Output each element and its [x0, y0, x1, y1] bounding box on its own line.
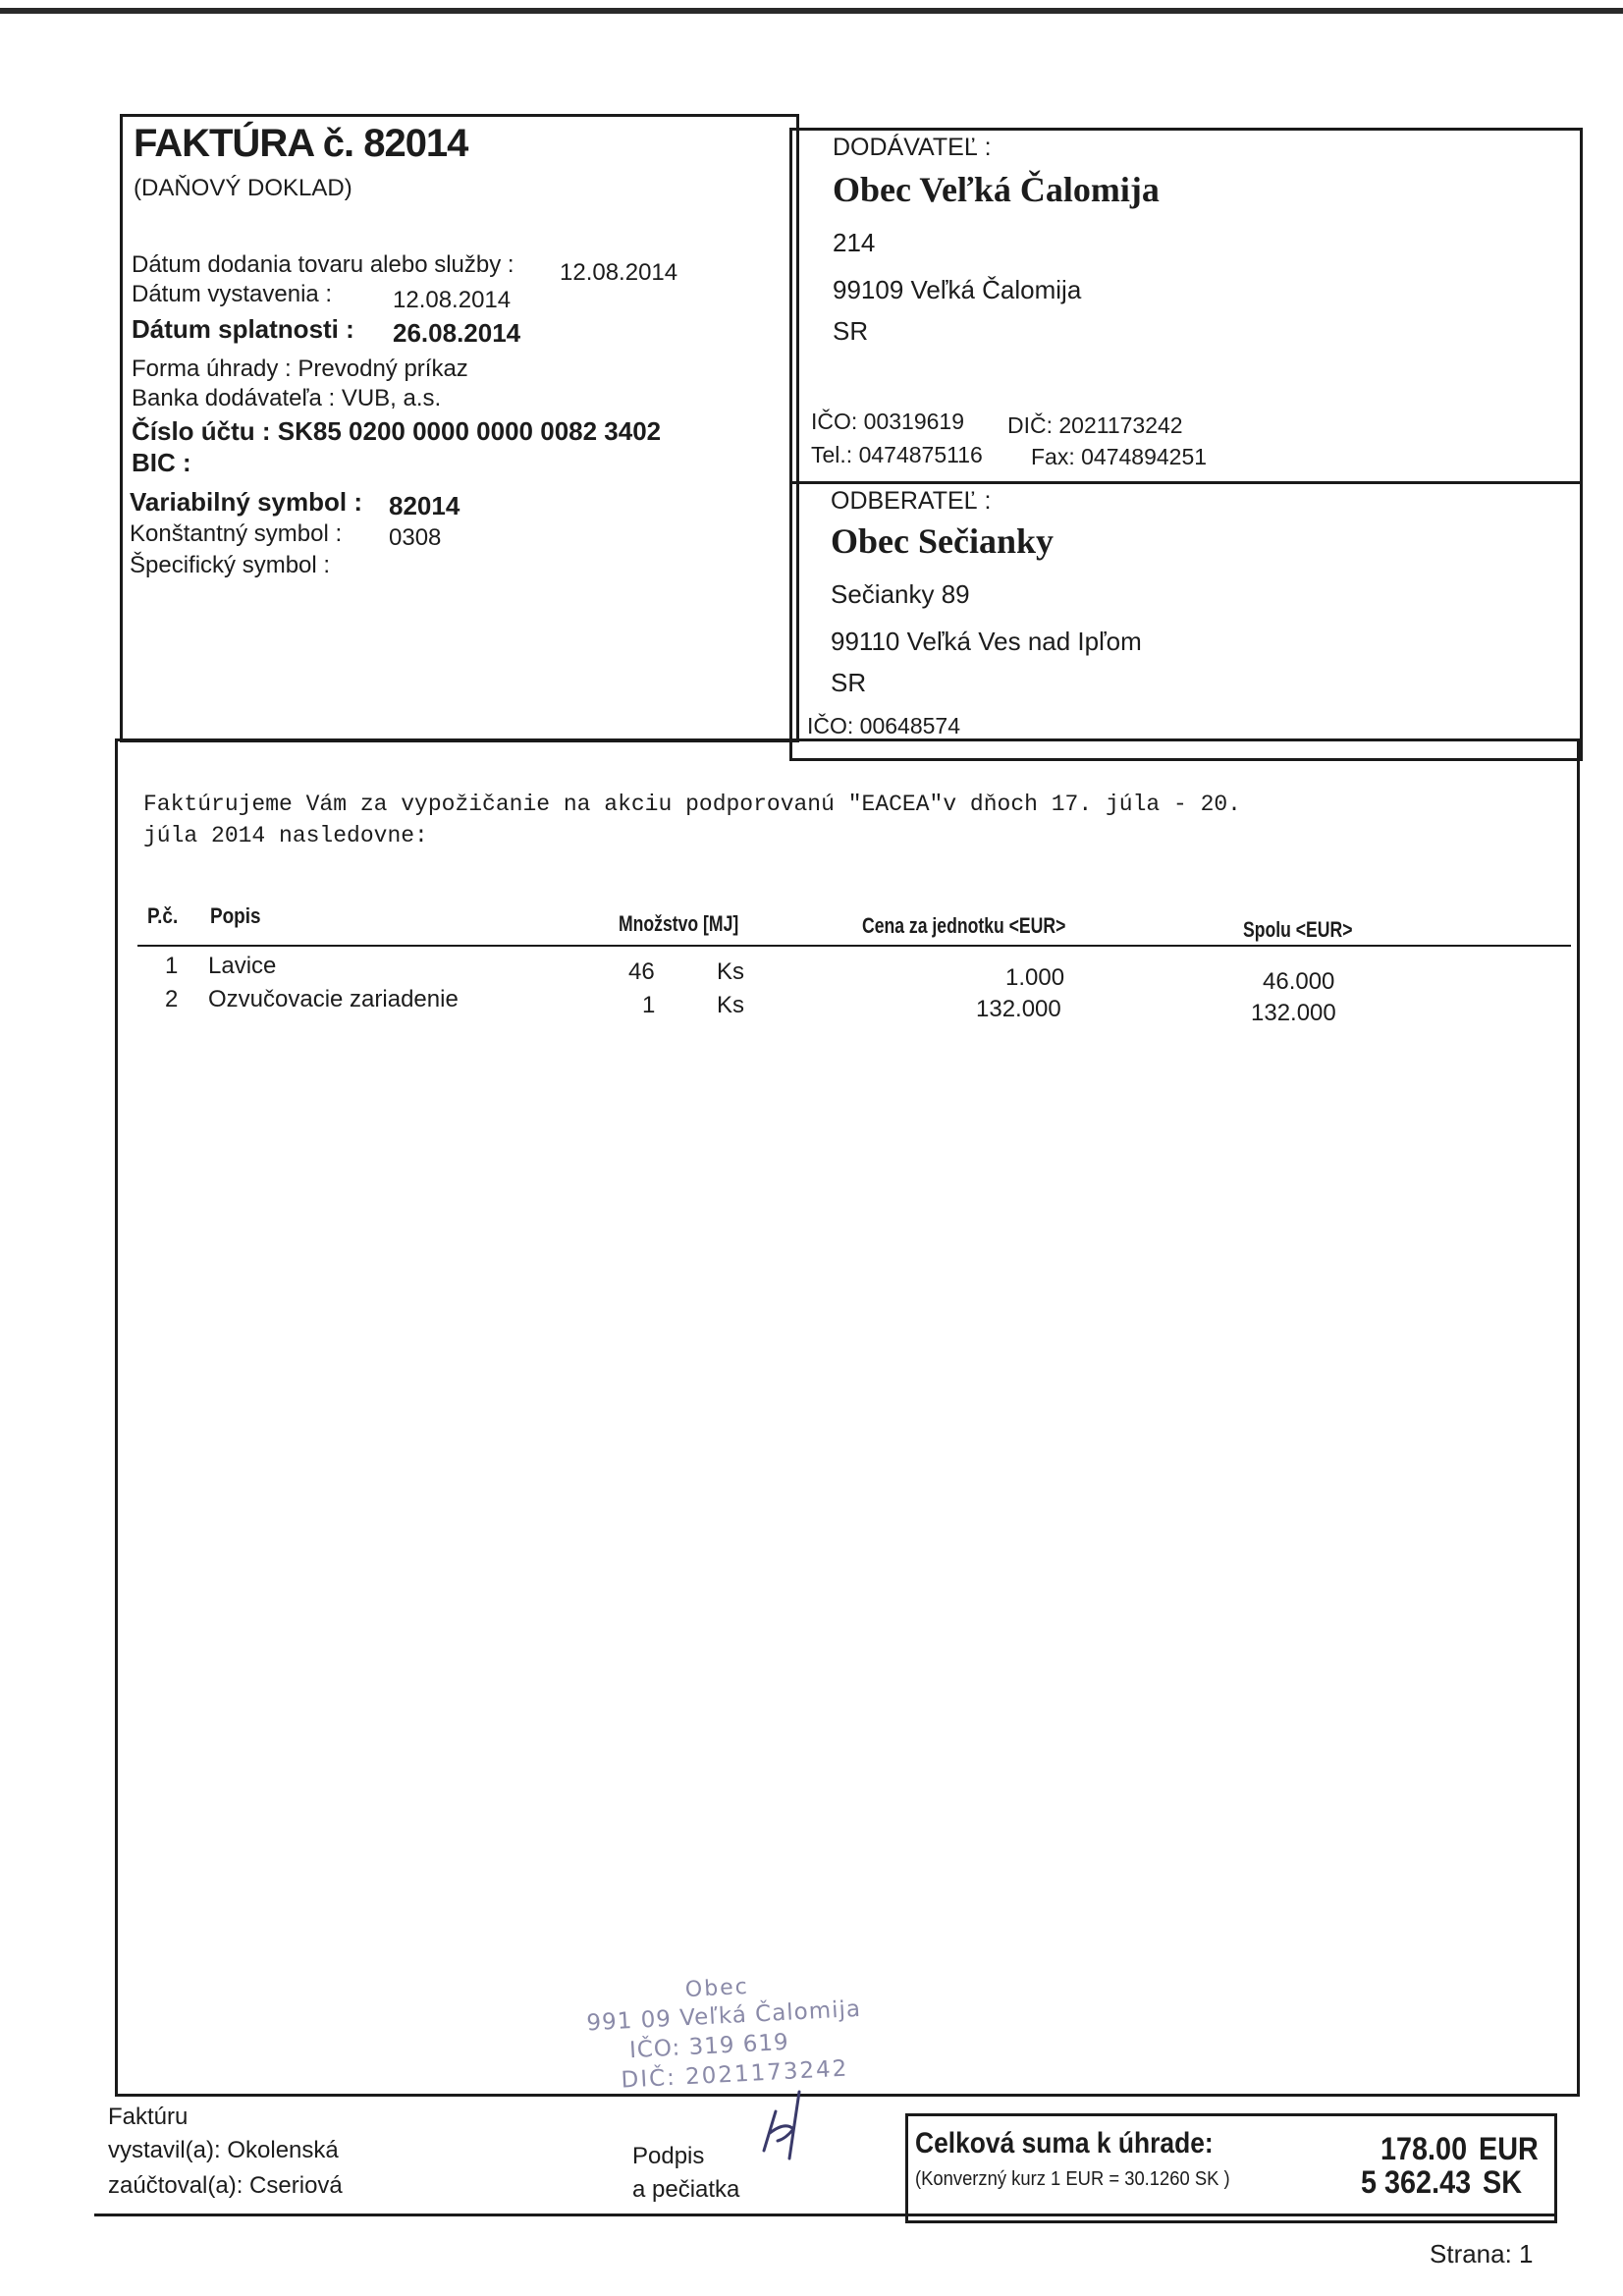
- customer-ico: IČO: 00648574: [807, 713, 961, 738]
- col-header-desc: Popis: [210, 903, 261, 928]
- footer-booked-by: zaúčtoval(a): Cseriová: [108, 2172, 343, 2199]
- supplier-street: 214: [833, 228, 876, 257]
- col-header-qty: Množstvo [MJ]: [619, 911, 739, 936]
- footer-invoice-label: Faktúru: [108, 2104, 189, 2130]
- total-sk-currency: SK: [1483, 2164, 1523, 2200]
- stamp-line-3: IČO: 319 619: [628, 2029, 790, 2064]
- customer-heading: ODBERATEĽ :: [831, 487, 992, 515]
- total-eur: 178.00: [1380, 2131, 1468, 2166]
- page-number: Strana: 1: [1430, 2239, 1534, 2269]
- row-quantity: 1: [642, 992, 656, 1018]
- constant-symbol-value: 0308: [389, 524, 442, 551]
- issue-date-value: 12.08.2014: [393, 287, 512, 313]
- stamp-line-2: 991 09 Veľká Čalomija: [585, 1995, 862, 2037]
- col-header-unit-price: Cena za jednotku <EUR>: [862, 913, 1066, 938]
- col-header-no: P.č.: [147, 903, 179, 928]
- customer-street: Sečianky 89: [831, 579, 970, 609]
- supplier-city: 99109 Veľká Čalomija: [833, 275, 1082, 304]
- due-date-value: 26.08.2014: [393, 318, 521, 348]
- municipal-stamp: [567, 1956, 887, 2101]
- delivery-date-value: 12.08.2014: [560, 259, 678, 286]
- signature-label-1: Podpis: [632, 2143, 705, 2169]
- signature-icon: [756, 2082, 825, 2160]
- supplier-fax: Fax: 0474894251: [1031, 444, 1208, 469]
- row-unit: Ks: [717, 958, 745, 985]
- row-description: Lavice: [208, 953, 277, 979]
- col-header-total: Spolu <EUR>: [1243, 917, 1353, 942]
- stamp-line-4: DIČ: 2021173242: [620, 2055, 849, 2094]
- payment-form: Forma úhrady : Prevodný príkaz: [132, 355, 468, 382]
- due-date-label: Dátum splatnosti :: [132, 314, 354, 344]
- total-label: Celková suma k úhrade:: [915, 2127, 1214, 2159]
- specific-symbol-label: Špecifický symbol :: [130, 552, 331, 578]
- footer-bottom-line: [94, 2214, 1557, 2216]
- total-sk: 5 362.43: [1361, 2164, 1472, 2200]
- total-eur-currency: EUR: [1479, 2131, 1539, 2166]
- delivery-date-label: Dátum dodania tovaru alebo služby :: [132, 251, 514, 278]
- items-box: [115, 738, 1580, 2097]
- row-unit: Ks: [717, 992, 745, 1018]
- customer-city: 99110 Veľká Ves nad Ipľom: [831, 627, 1142, 656]
- customer-name: Obec Sečianky: [831, 521, 1055, 561]
- account-number: Číslo účtu : SK85 0200 0000 0000 0082 3402: [132, 416, 662, 446]
- table-header-underline: [137, 945, 1571, 947]
- row-total: 132.000: [1251, 1000, 1336, 1026]
- supplier-country: SR: [833, 316, 869, 346]
- supplier-dic: DIČ: 2021173242: [1007, 412, 1183, 438]
- invoice-subtitle: (DAŇOVÝ DOKLAD): [134, 175, 352, 201]
- row-unit-price: 132.000: [976, 996, 1061, 1022]
- supplier-bank: Banka dodávateľa : VUB, a.s.: [132, 385, 442, 411]
- supplier-heading: DODÁVATEĽ :: [833, 134, 992, 161]
- variable-symbol-label: Variabilný symbol :: [130, 487, 362, 517]
- row-number: 2: [165, 986, 179, 1012]
- customer-country: SR: [831, 668, 867, 697]
- invoice-title: FAKTÚRA č. 82014: [134, 122, 468, 165]
- signature-label-2: a pečiatka: [632, 2176, 740, 2203]
- scan-top-edge: [0, 8, 1623, 14]
- intro-text-line-1: Faktúrujeme Vám za vypožičanie na akciu podporovanú "EACEA"v dňoch 17. júla - 20.: [143, 792, 1241, 817]
- supplier-name: Obec Veľká Čalomija: [833, 170, 1160, 209]
- stamp-line-1: Obec: [684, 1974, 750, 2003]
- bic-label: BIC :: [132, 448, 191, 477]
- row-unit-price: 1.000: [1005, 964, 1065, 991]
- constant-symbol-label: Konštantný symbol :: [130, 520, 343, 547]
- row-quantity: 46: [628, 958, 655, 985]
- variable-symbol-value: 82014: [389, 491, 460, 520]
- row-number: 1: [165, 953, 179, 979]
- row-total: 46.000: [1263, 968, 1335, 995]
- intro-text-line-2: júla 2014 nasledovne:: [143, 823, 428, 848]
- conversion-rate: (Konverzný kurz 1 EUR = 30.1260 SK ): [915, 2168, 1230, 2190]
- footer-issued-by: vystavil(a): Okolenská: [108, 2137, 339, 2163]
- supplier-ico: IČO: 00319619: [811, 409, 965, 434]
- supplier-customer-divider: [791, 481, 1581, 484]
- row-description: Ozvučovacie zariadenie: [208, 986, 459, 1012]
- issue-date-label: Dátum vystavenia :: [132, 281, 333, 307]
- supplier-tel: Tel.: 0474875116: [811, 442, 983, 467]
